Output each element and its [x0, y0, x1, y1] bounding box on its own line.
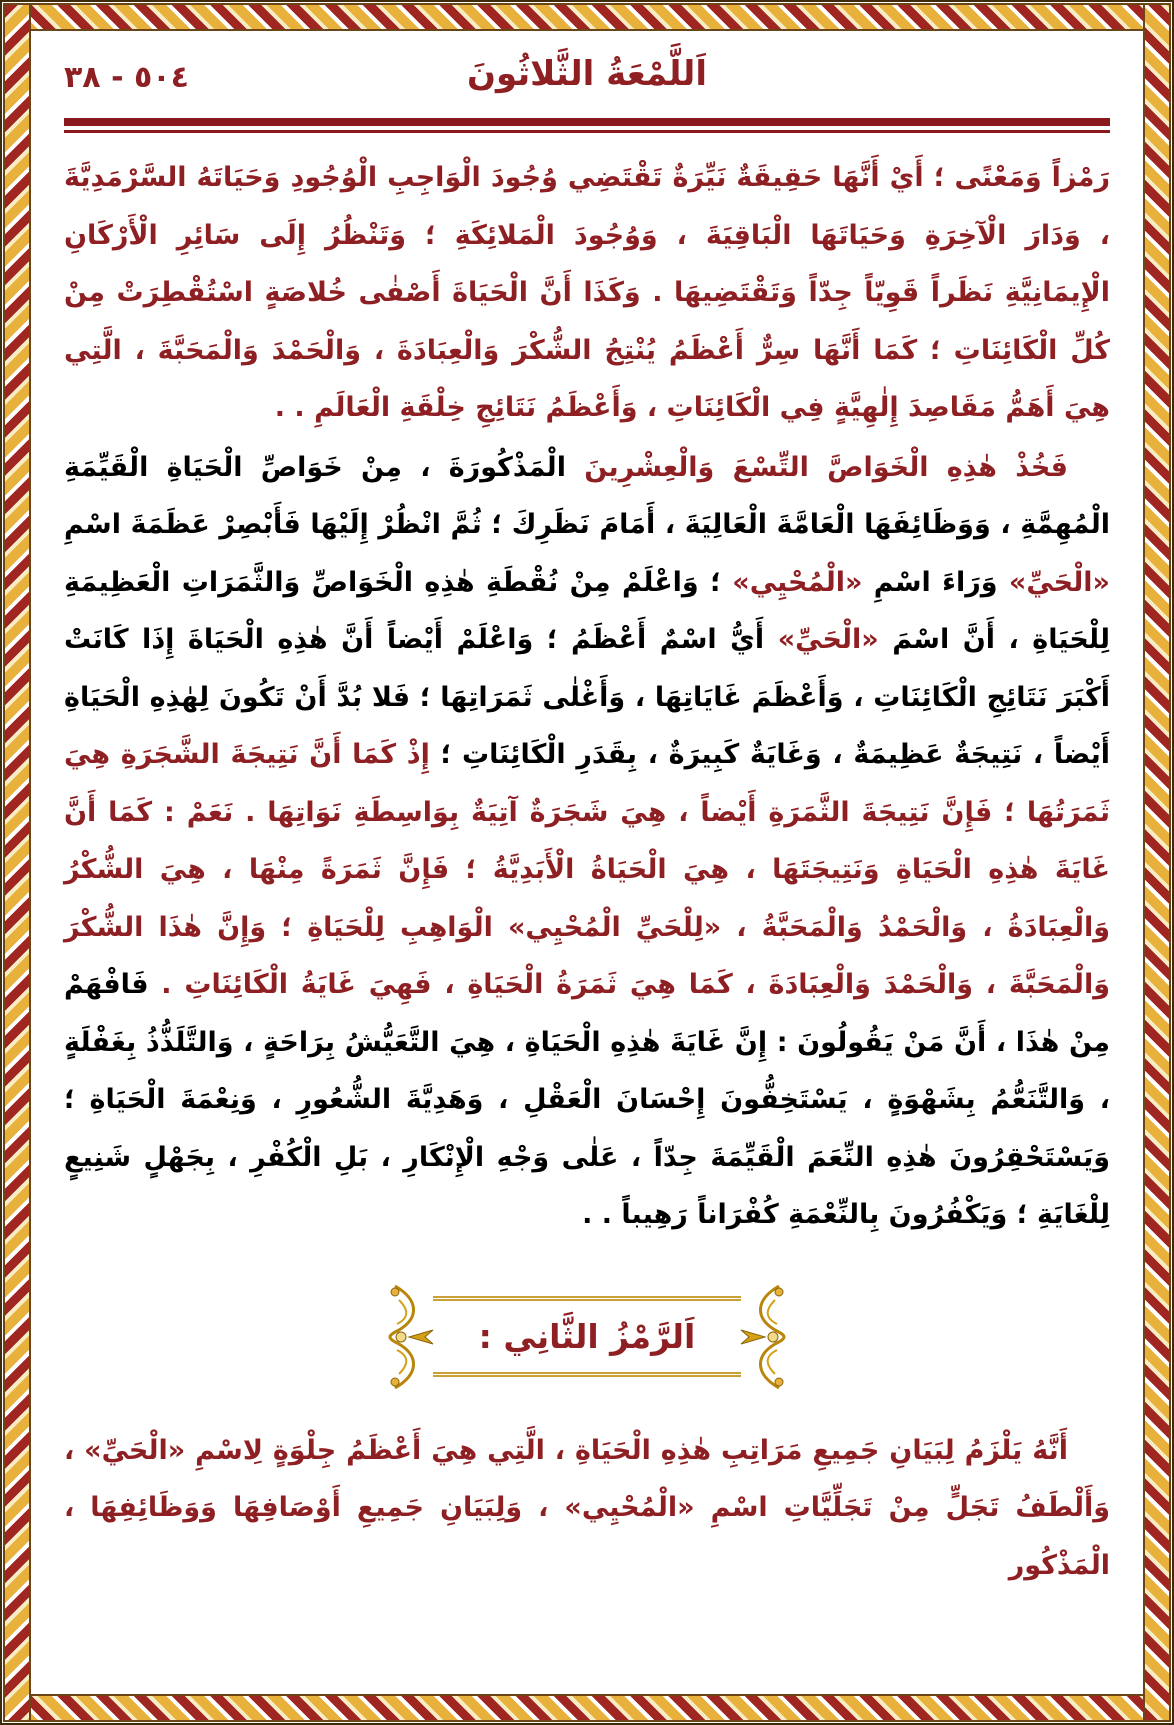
text-run: رَمْزاً وَمَعْنًى ؛ أَيْ أَنَّهَا حَقِيقَةٌ نَيِّرَةٌ تَقْتَضِي وُجُودَ الْوَاجِبِ الْوُجُودِ وَحَيَاتَهُ السَّرْمَدِيَّةَ ، وَدَارَ الْآخِرَةِ وَحَيَاتَهَا الْبَاقِيَةَ ، وَوُجُودَ الْمَلائِكَةِ ؛ وَتَنْظُرُ إِلَى سَائِرِ الْأَرْكَانِ الْإِيمَانِيَّةِ نَظَراً قَوِيّاً جِدّاً وَتَقْتَضِيهَا . وَكَذَا أَنَّ الْحَيَاةَ أَصْفٰى خُلاصَةٍ اسْتُقْطِرَتْ مِنْ كُلِّ الْكَائِنَاتِ ؛ كَمَا أَنَّهَا سِرٌّ أَعْظَمُ يُنْتِجُ الشُّكْرَ وَالْعِبَادَةَ ، وَالْحَمْدَ وَالْمَحَبَّةَ ، الَّتِي هِيَ أَهَمُّ مَقَاصِدَ إِلٰهِيَّةٍ فِي الْكَائِنَاتِ ، وَأَعْظَمُ نَتَائِجِ خِلْقَةِ الْعَالَمِ . .: [64, 162, 1110, 423]
text-run: وَرَاءَ اسْمِ: [862, 566, 1009, 598]
header-rule-thick: [64, 118, 1110, 126]
divine-name-muhyi: «الْمُحْيِي»: [732, 566, 863, 598]
section-heading: اَلرَّمْزُ الثَّانِي :: [478, 1317, 696, 1356]
page-content: [34, 32, 1140, 1693]
text-run: أَيُّ اسْمٌ أَعْظَمُ ؛ وَاعْلَمْ أَيْضاً أَنَّ هٰذِهِ الْحَيَاةَ إِذَا كَانَتْ أَكْبَرَ نَتَائِجِ الْكَائِنَاتِ ، وَأَعْظَمَ غَايَاتِهَا ، وَأَغْلٰى ثَمَرَاتِهَا ؛ فَلا بُدَّ أَنْ تَكُونَ لِهٰذِهِ الْحَيَاةِ أَيْضاً ، نَتِيجَةٌ عَظِيمَةٌ ، وَغَايَةٌ كَبِيرَةٌ ، بِقَدَرِ الْكَائِنَاتِ ؛: [64, 624, 1110, 770]
text-run: أَنَّهُ يَلْزَمُ لِبَيَانِ جَمِيعِ مَرَاتِبِ هٰذِهِ الْحَيَاةِ ، الَّتِي هِيَ أَعْظَمُ جِلْوَةٍ لِاسْمِ «الْحَيِّ» ، وَأَلْطَفُ تَجَلٍّ مِنْ تَجَلِّيَّاتِ اسْمِ «الْمُحْيِي» ، وَلِبَيَانِ جَمِيعِ أَوْصَافِهَا وَوَظَائِفِهَا ، الْمَذْكُور: [64, 1434, 1110, 1581]
divine-name-hayy: «الْحَيِّ»: [777, 624, 879, 655]
text-run: فَافْهَمْ مِنْ هٰذَا ، أَنَّ مَنْ يَقُولُونَ : إِنَّ غَايَةَ هٰذِهِ الْحَيَاةِ ، هِيَ التَّعَيُّشُ بِرَاحَةٍ ، وَالتَّلَذُّذُ بِغَفْلَةٍ ، وَالتَّنَعُّمُ بِشَهْوَةٍ ، يَسْتَخِفُّونَ إِحْسَانَ الْعَقْلِ ، وَهَدِيَّةَ الشُّعُورِ ، وَنِعْمَةَ الْحَيَاةِ ؛ وَيَسْتَحْقِرُونَ هٰذِهِ النِّعَمَ الْقَيِّمَةَ جِدّاً ، عَلٰى وَجْهِ الْإِنْكَارِ ، بَلِ الْكُفْرِ ، بِجَهْلٍ شَنِيعٍ لِلْغَايَةِ ؛ وَيَكْفُرُونَ بِالنِّعْمَةِ كُفْرَاناً رَهِيباً . .: [64, 969, 1110, 1230]
divider-spike-icon: [741, 1330, 765, 1344]
paragraph: [64, 439, 1110, 1244]
page-title: اَللَّمْعَةُ الثَّلاثُونَ: [467, 54, 707, 94]
divider-spike-icon: [409, 1330, 433, 1344]
text-run: ؛ وَاعْلَمْ مِنْ نُقْطَةِ هٰذِهِ الْخَوَاصِّ وَالثَّمَرَاتِ الْعَظِيمَةِ لِلْحَيَاةِ ، أَنَّ اسْمَ: [64, 566, 1110, 655]
divine-name-hayy: «الْحَيِّ»: [1008, 566, 1110, 598]
text-run: إِذْ كَمَا أَنَّ نَتِيجَةَ الشَّجَرَةِ هِيَ ثَمَرَتُهَا ؛ فَإِنَّ نَتِيجَةَ الثَّمَرَةِ أَيْضاً ، هِيَ شَجَرَةٌ آتِيَةٌ بِوَاسِطَةِ نَوَاتِهَا . نَعَمْ : كَمَا أَنَّ غَايَةَ هٰذِهِ الْحَيَاةِ وَنَتِيجَتَهَا ، هِيَ الْحَيَاةُ الْأَبَدِيَّةُ ؛ فَإِنَّ ثَمَرَةً مِنْهَا ، هِيَ الشُّكْرُ وَالْعِبَادَةُ ، وَالْحَمْدُ وَالْمَحَبَّةُ ، «لِلْحَيِّ الْمُحْيِي» الْوَاهِبِ لِلْحَيَاةِ ؛ وَإِنَّ هٰذَا الشُّكْرَ وَالْمَحَبَّةَ ، وَالْحَمْدَ وَالْعِبَادَةَ ، كَمَا هِيَ ثَمَرَةُ الْحَيَاةِ ، فَهِيَ غَايَةُ الْكَائِنَاتِ .: [64, 739, 1110, 1000]
divider-cartouche: [433, 1296, 742, 1377]
border-frame-left: [3, 3, 31, 1722]
page-header: [64, 54, 1110, 118]
text-run: فَخُذْ هٰذِهِ الْخَوَاصَّ التِّسْعَ وَالْعِشْرِينَ: [565, 451, 1068, 483]
body-text: [64, 149, 1110, 1594]
section-divider: [383, 1278, 792, 1396]
text-run: الْمَذْكُورَةَ ، مِنْ خَوَاصِّ الْحَيَاةِ الْقَيِّمَةِ الْمُهِمَّةِ ، وَوَظَائِفَهَا الْعَامَّةَ الْعَالِيَةَ ، أَمَامَ نَظَرِكَ ؛ ثُمَّ انْظُرْ إِلَيْهَا فَأَبْصِرْ عَظَمَةَ اسْمِ: [64, 451, 1110, 540]
page-number: ٥٠٤ - ٣٨: [64, 60, 189, 95]
divider-ornament-right: [735, 1278, 791, 1396]
paragraph: [64, 149, 1110, 437]
header-rule-thin: [64, 130, 1110, 133]
paragraph: [64, 1422, 1110, 1595]
border-frame-right: [1143, 3, 1171, 1722]
divider-ornament-left: [383, 1278, 439, 1396]
border-frame-bottom: [3, 1694, 1171, 1722]
border-frame-top: [3, 3, 1171, 31]
